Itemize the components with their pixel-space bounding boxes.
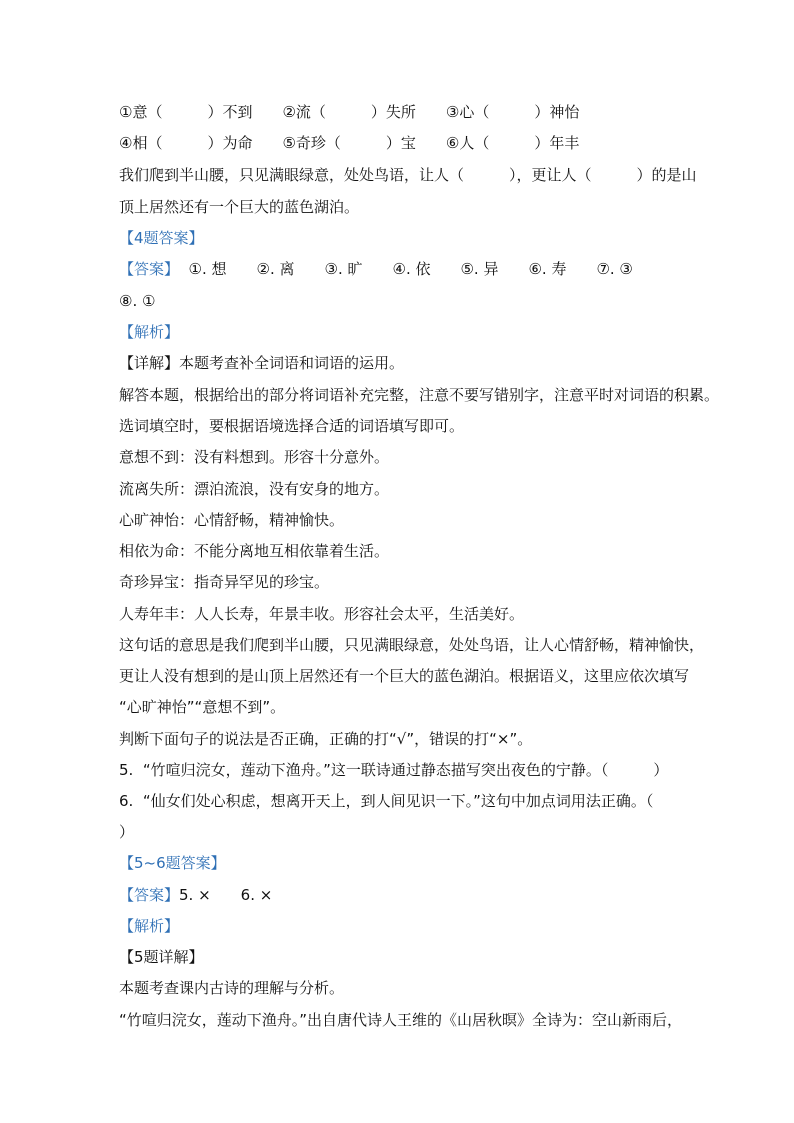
definition-5: 奇珍异宝：指奇异罕见的珍宝。: [119, 573, 330, 591]
meaning-line-3: “心旷神怡”“意想不到”。: [119, 698, 286, 716]
question-5: 5. “竹喧归浣女，莲动下渔舟。”这一联诗通过静态描写突出夜色的宁静。（ ）: [119, 761, 669, 779]
q4-answer-heading: 【4题答案】: [119, 229, 204, 247]
detail-tag: 【详解】: [119, 354, 180, 372]
definition-6: 人寿年丰：人人长寿，年景丰收。形容社会太平，生活美好。: [119, 605, 525, 623]
question-6: 6. “仙女们处心积虑，想离开天上，到人间见识一下。”这句中加点词用法正确。（: [119, 792, 654, 810]
q4-answers: ①. 想 ②. 离 ③. 旷 ④. 依 ⑤. 异 ⑥. 寿 ⑦. ③: [179, 260, 633, 278]
fill-blank-row-2: ④相（ ）为命 ⑤奇珍（ ）宝 ⑥人（ ）年丰: [119, 134, 580, 152]
explanation-paragraph-2: 选词填空时，要根据语境选择合适的词语填写即可。: [119, 417, 465, 435]
definition-1: 意想不到：没有料想到。形容十分意外。: [119, 448, 390, 466]
q56-answer-heading: 【5~6题答案】: [119, 854, 226, 872]
q4-answers-continued: ⑧. ①: [119, 292, 156, 310]
answer-tag: 【答案】: [119, 886, 180, 904]
meaning-line-1: 这句话的意思是我们爬到半山腰，只见满眼绿意，处处鸟语，让人心情舒畅，精神愉快，: [119, 636, 705, 654]
meaning-line-2: 更让人没有想到的是山顶上居然还有一个巨大的蓝色湖泊。根据语义，这里应依次填写: [119, 667, 690, 685]
q5-detail-line-2: “竹喧归浣女，莲动下渔舟。”出自唐代诗人王维的《山居秋暝》全诗为：空山新雨后，: [119, 1011, 683, 1029]
detail-text: 本题考查补全词语和词语的运用。: [179, 354, 405, 372]
q56-answer-line: [119, 885, 272, 905]
judge-instruction: 判断下面句子的说法是否正确，正确的打“√”，错误的打“×”。: [119, 730, 533, 748]
sentence-line-1: 我们爬到半山腰，只见满眼绿意，处处鸟语，让人（ ），更让人（ ）的是山: [119, 166, 697, 184]
answer-tag: 【答案】: [119, 260, 180, 278]
definition-2: 流离失所：漂泊流浪，没有安身的地方。: [119, 480, 390, 498]
q5-detail-heading: 【5题详解】: [119, 948, 204, 966]
q5-detail-line-1: 本题考查课内古诗的理解与分析。: [119, 979, 345, 997]
q4-answer-line: [119, 259, 633, 279]
detail-line: [119, 353, 404, 373]
sentence-line-2: 顶上居然还有一个巨大的蓝色湖泊。: [119, 198, 360, 216]
definition-3: 心旷神怡：心情舒畅，精神愉快。: [119, 511, 345, 529]
analysis-heading: 【解析】: [119, 323, 180, 341]
fill-blank-row-1: ①意（ ）不到 ②流（ ）失所 ③心（ ）神怡: [119, 103, 580, 121]
q56-answers: 5. × 6. ×: [179, 886, 273, 904]
question-6-bracket: ）: [119, 823, 135, 841]
definition-4: 相依为命：不能分离地互相依靠着生活。: [119, 542, 390, 560]
explanation-paragraph-1: 解答本题，根据给出的部分将词语补充完整，注意不要写错别字，注意平时对词语的积累。: [119, 386, 720, 404]
analysis-heading-2: 【解析】: [119, 917, 180, 935]
